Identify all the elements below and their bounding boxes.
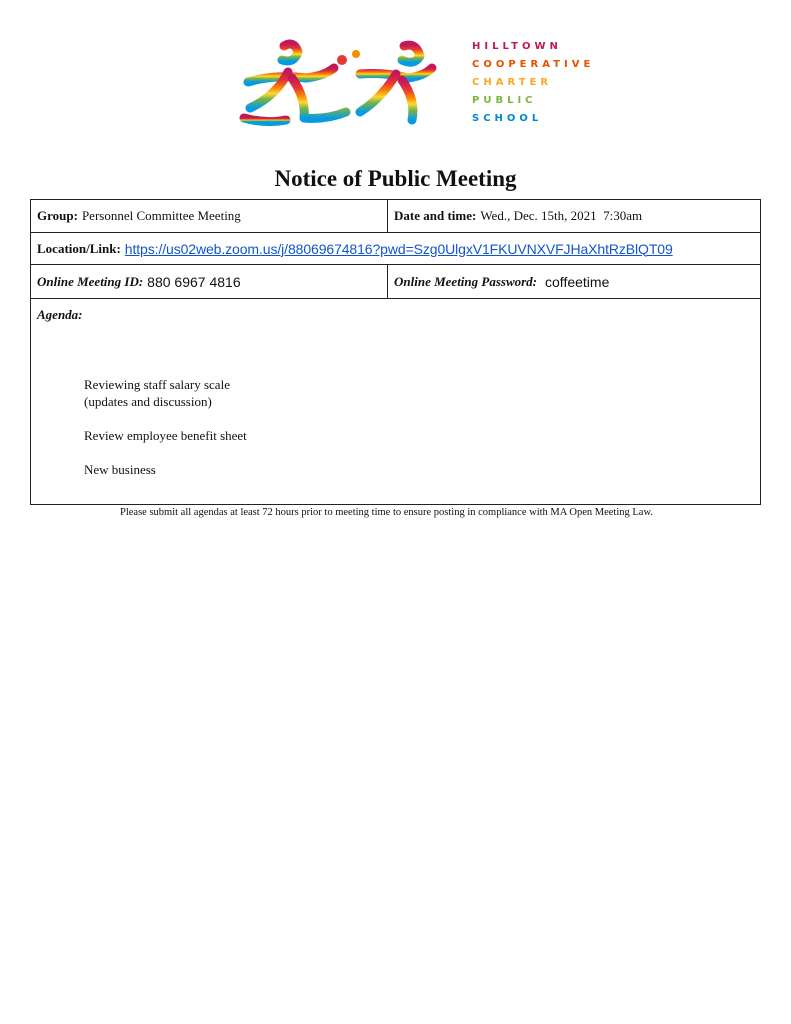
meeting-id-cell <box>31 265 388 298</box>
password-value: coffeetime <box>545 273 610 290</box>
agenda-item-text: Review employee benefit sheet <box>84 428 247 443</box>
agenda-item-text: New business <box>84 462 156 477</box>
password-cell <box>388 265 760 298</box>
agenda-list <box>84 376 247 495</box>
footer-note: Please submit all agendas at least 72 hours prior to meeting time to ensure posting in compliance with MA Open Meeting Law. <box>120 507 653 518</box>
location-cell <box>31 233 760 264</box>
agenda-label: Agenda: <box>37 307 83 322</box>
datetime-cell <box>388 200 760 232</box>
logo-word: COOPERATIVE <box>472 59 595 70</box>
logo-figures-icon <box>236 38 466 130</box>
group-value: Personnel Committee Meeting <box>81 208 241 223</box>
table-row <box>31 233 760 265</box>
meeting-id-value: 880 6967 4816 <box>147 273 241 290</box>
page-title: Notice of Public Meeting <box>274 166 517 191</box>
logo-wordmark <box>472 38 595 130</box>
meeting-id-label: Online Meeting ID: <box>37 273 144 289</box>
table-row <box>31 265 760 299</box>
meeting-details-table <box>30 199 761 505</box>
datetime-value: Wed., Dec. 15th, 2021 7:30am <box>480 208 643 223</box>
list-item <box>84 376 247 410</box>
agenda-item-text: (updates and discussion) <box>84 394 212 409</box>
group-cell <box>31 200 388 232</box>
school-logo <box>236 38 595 130</box>
list-item <box>84 427 247 444</box>
datetime-label: Date and time: <box>394 208 477 223</box>
list-item <box>84 461 247 478</box>
agenda-item-text: Reviewing staff salary scale <box>84 377 230 392</box>
logo-word: HILLTOWN <box>472 41 562 52</box>
logo-word: CHARTER <box>472 77 553 88</box>
logo-word: SCHOOL <box>472 113 543 124</box>
logo-word: PUBLIC <box>472 95 537 106</box>
meeting-link[interactable]: https://us02web.zoom.us/j/88069674816?pwd=Szg0UlgxV1FKUVNXVFJHaXhtRzBlQT09 <box>124 240 673 257</box>
location-label: Location/Link: <box>37 240 121 256</box>
table-row <box>31 200 760 233</box>
group-label: Group: <box>37 208 78 223</box>
agenda-section <box>31 299 760 504</box>
password-label: Online Meeting Password: <box>394 273 538 289</box>
